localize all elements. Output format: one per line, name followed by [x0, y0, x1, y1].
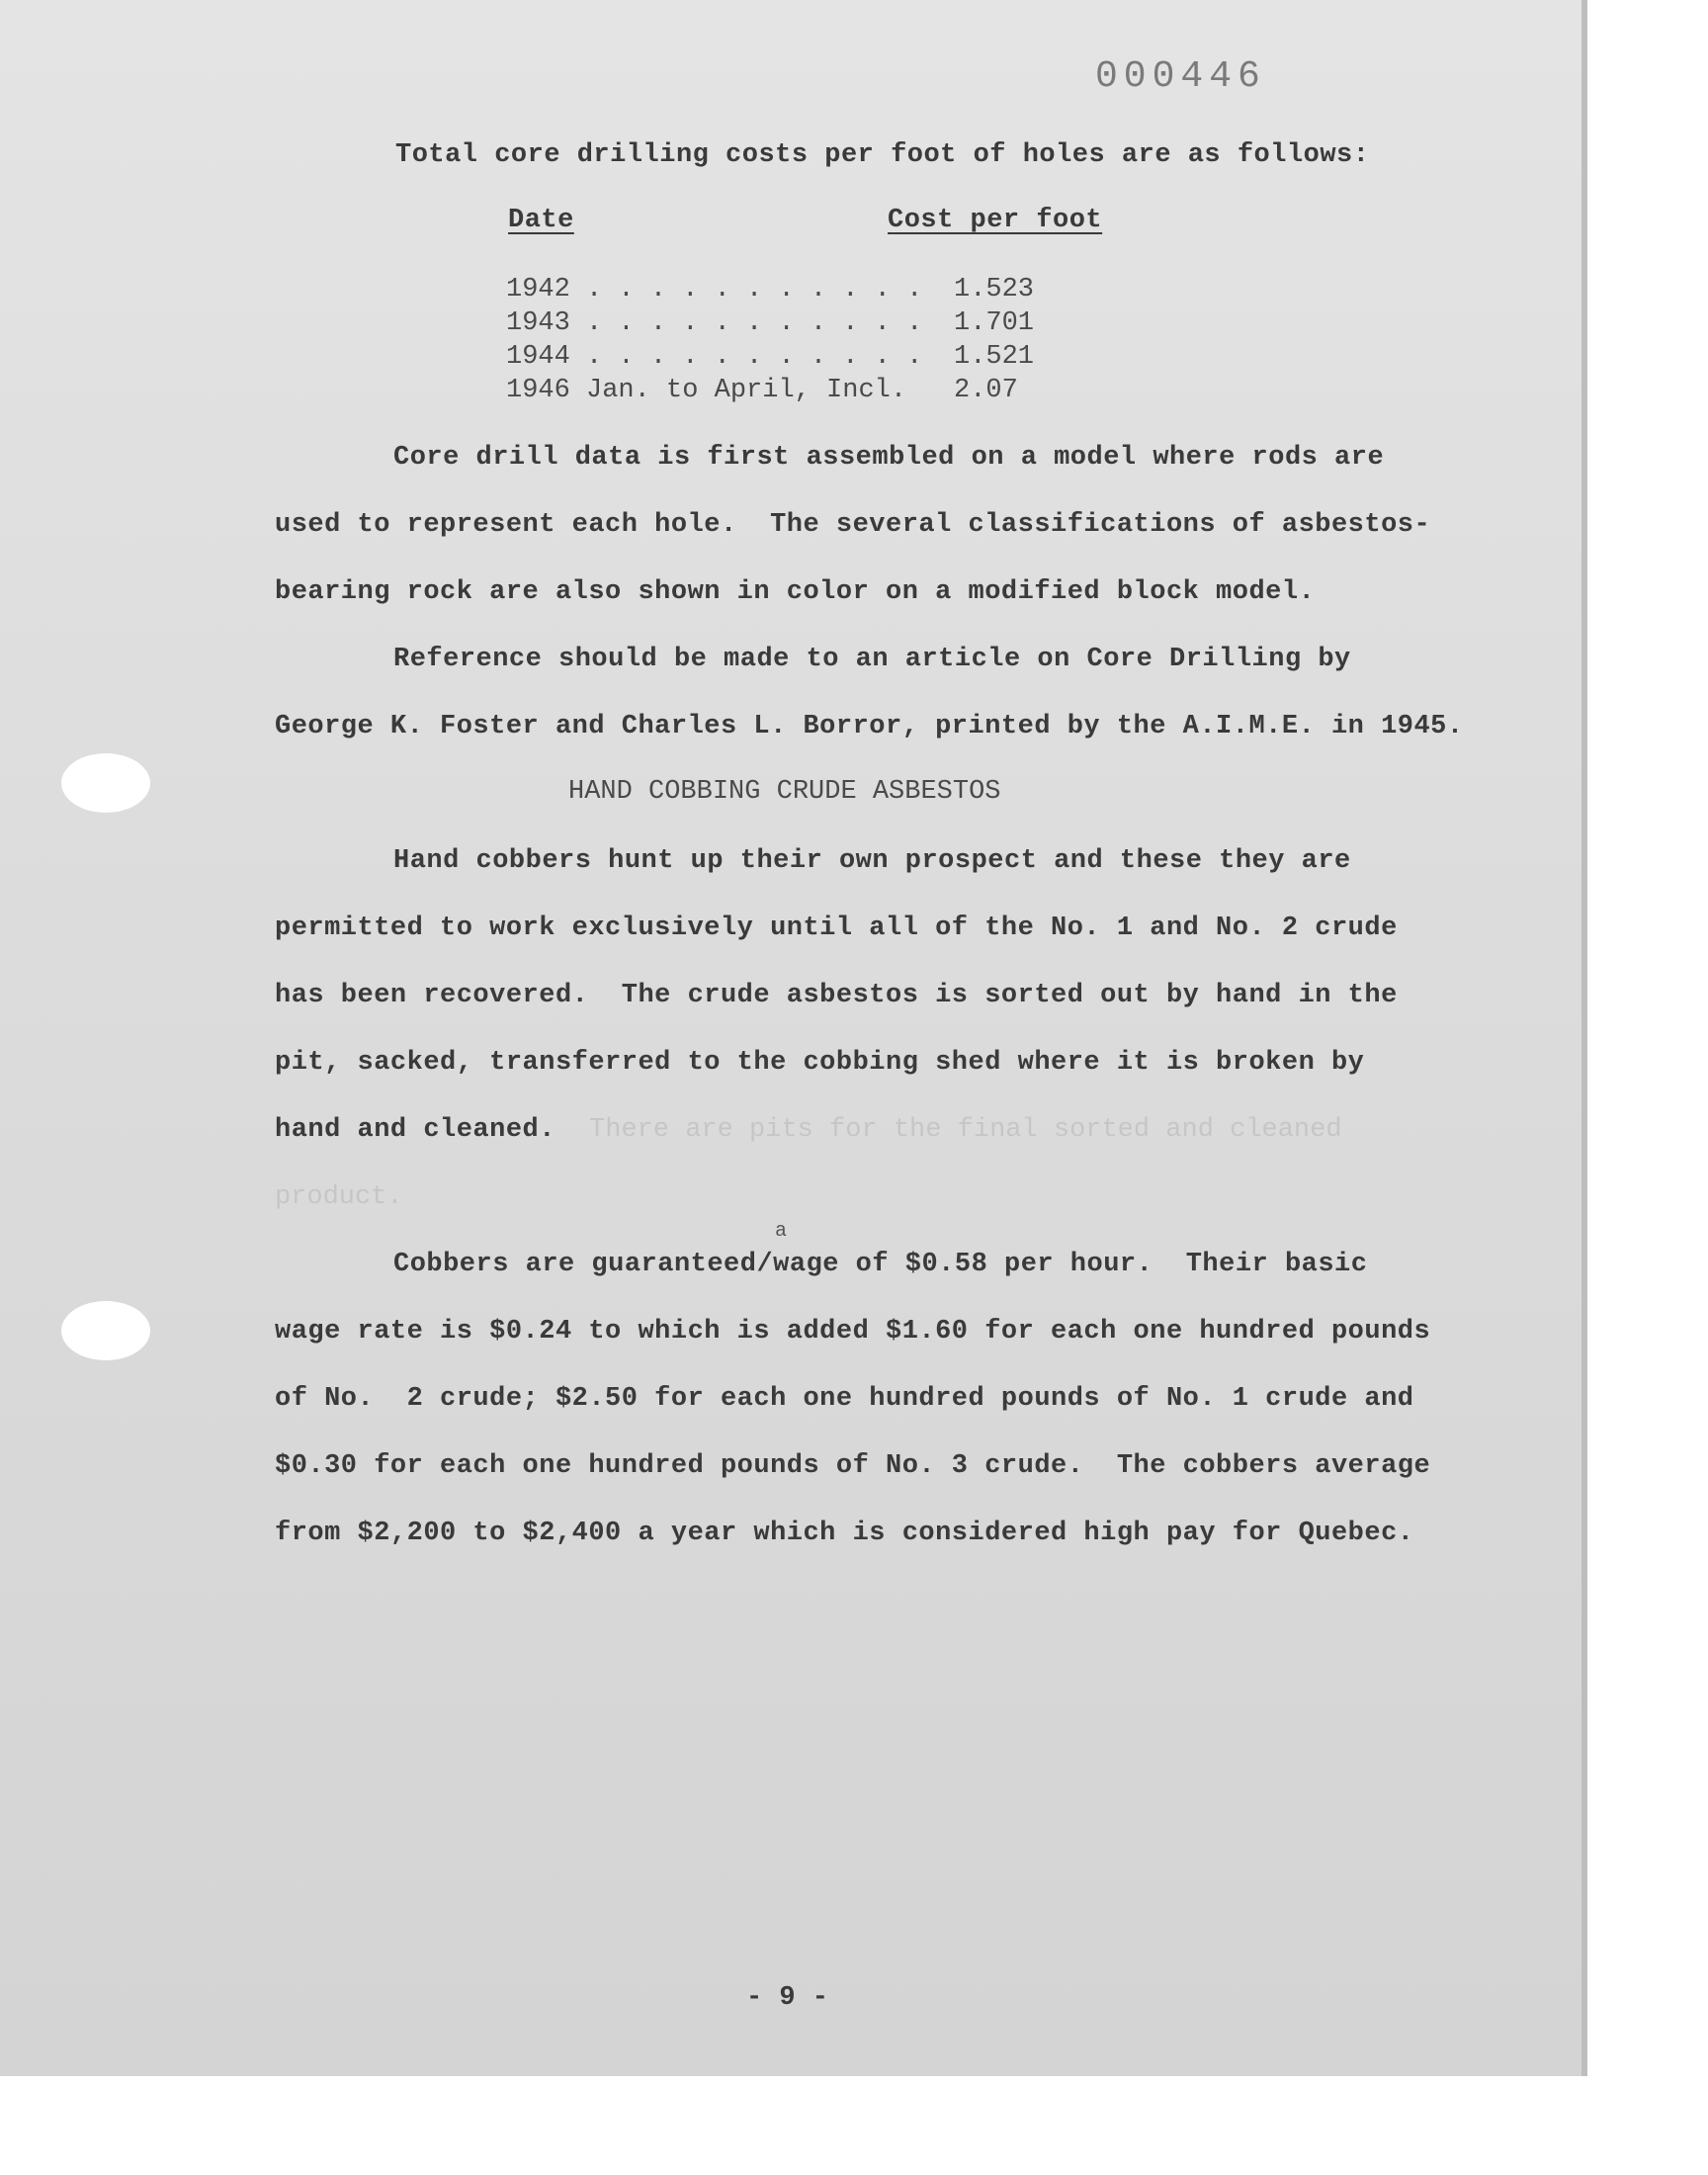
paragraph-line: wage rate is $0.24 to which is added $1.60 for each one hundred pounds: [275, 1317, 1431, 1347]
paragraph-line: George K. Foster and Charles L. Borror, printed by the A.I.M.E. in 1945.: [275, 712, 1464, 741]
table-row-date: 1943 . . . . . . . . . . .: [506, 308, 923, 338]
insertion-mark: a: [775, 1220, 788, 1243]
paragraph-line: Hand cobbers hunt up their own prospect and these they are: [393, 846, 1351, 876]
table-row-date: 1946 Jan. to April, Incl.: [506, 376, 907, 405]
paragraph-line: Cobbers are guaranteed/wage of $0.58 per hour. Their basic: [393, 1250, 1368, 1279]
table-row-cost: 2.07: [954, 376, 1018, 405]
paragraph-line: used to represent each hole. The several classifications of asbestos-: [275, 510, 1431, 540]
punch-hole: [61, 753, 150, 813]
paragraph-line: bearing rock are also shown in color on a modified block model.: [275, 577, 1316, 607]
document-stamp-number: 000446: [1095, 55, 1266, 98]
paragraph-line: pit, sacked, transferred to the cobbing shed where it is broken by: [275, 1048, 1365, 1078]
table-row-cost: 1.701: [954, 308, 1035, 338]
paragraph-line: Reference should be made to an article on Core Drilling by: [393, 645, 1351, 674]
page-number: - 9 -: [746, 1983, 829, 2013]
paragraph-line: hand and cleaned.: [275, 1115, 555, 1145]
paragraph-line: from $2,200 to $2,400 a year which is considered high pay for Quebec.: [275, 1519, 1414, 1548]
table-row-cost: 1.521: [954, 342, 1035, 372]
paragraph-line: permitted to work exclusively until all of the No. 1 and No. 2 crude: [275, 914, 1398, 943]
struck-text: product.: [275, 1182, 403, 1212]
table-row-cost: 1.523: [954, 275, 1035, 304]
paragraph-line: $0.30 for each one hundred pounds of No. 3 crude. The cobbers average: [275, 1451, 1431, 1481]
table-header-cost: Cost per foot: [888, 206, 1103, 235]
paragraph-line: Core drill data is first assembled on a model where rods are: [393, 443, 1385, 473]
struck-text: There are pits for the final sorted and cleaned: [589, 1115, 1342, 1145]
section-heading: HAND COBBING CRUDE ASBESTOS: [568, 777, 1001, 807]
table-row-date: 1944 . . . . . . . . . . .: [506, 342, 923, 372]
paragraph-line: of No. 2 crude; $2.50 for each one hundred pounds of No. 1 crude and: [275, 1384, 1414, 1414]
paragraph-line: has been recovered. The crude asbestos is sorted out by hand in the: [275, 981, 1398, 1010]
page-edge: [1581, 0, 1587, 2076]
intro-line: Total core drilling costs per foot of holes are as follows:: [395, 140, 1370, 170]
table-header-date: Date: [508, 206, 574, 235]
table-row-date: 1942 . . . . . . . . . . .: [506, 275, 923, 304]
punch-hole: [61, 1301, 150, 1360]
